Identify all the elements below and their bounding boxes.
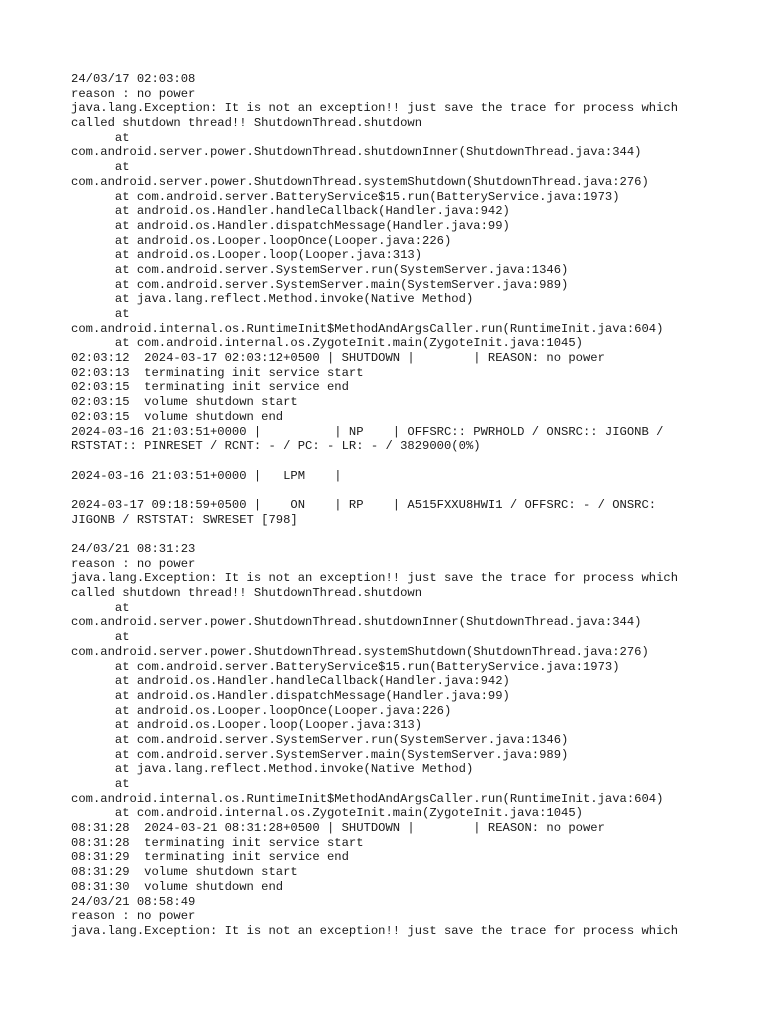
log-line: com.android.internal.os.RuntimeInit$MethodAndArgsCaller.run(RuntimeInit.java:604) bbox=[71, 321, 664, 336]
log-line: at bbox=[71, 130, 130, 145]
log-line: reason : no power bbox=[71, 556, 196, 571]
log-line: at bbox=[71, 777, 130, 791]
log-line: called shutdown thread!! ShutdownThread.shutdown bbox=[71, 116, 423, 131]
log-line: at android.os.Looper.loopOnce(Looper.java:226) bbox=[71, 233, 452, 248]
log-line: at com.android.server.BatteryService$15.run(BatteryService.java:1973) bbox=[71, 659, 620, 674]
log-line: at bbox=[71, 630, 130, 645]
log-line: 02:03:12 2024-03-17 02:03:12+0500 | SHUTDOWN | | REASON: no power bbox=[71, 351, 605, 366]
log-line: at bbox=[71, 160, 130, 175]
log-line bbox=[71, 454, 721, 469]
log-line: 08:31:30 volume shutdown end bbox=[71, 879, 284, 894]
log-line: com.android.server.power.ShutdownThread.shutdownInner(ShutdownThread.java:344) bbox=[71, 615, 642, 630]
log-line: 02:03:13 terminating init service start bbox=[71, 365, 364, 380]
log-line: 02:03:15 volume shutdown end bbox=[71, 409, 284, 424]
log-line: com.android.internal.os.RuntimeInit$MethodAndArgsCaller.run(RuntimeInit.java:604) bbox=[71, 791, 664, 806]
log-line: at com.android.internal.os.ZygoteInit.main(ZygoteInit.java:1045) bbox=[71, 336, 583, 351]
log-text-block bbox=[71, 72, 721, 939]
log-line: 24/03/21 08:31:23 bbox=[71, 542, 196, 556]
log-line: java.lang.Exception: It is not an exception!! just save the trace for process which bbox=[71, 923, 679, 938]
log-line: at com.android.server.SystemServer.run(SystemServer.java:1346) bbox=[71, 732, 569, 747]
log-line: RSTSTAT:: PINRESET / RCNT: - / PC: - LR: - / 3829000(0%) bbox=[71, 439, 481, 454]
log-line bbox=[71, 483, 721, 498]
log-line: 2024-03-16 21:03:51+0000 | | NP | OFFSRC:: PWRHOLD / ONSRC:: JIGONB / bbox=[71, 424, 664, 439]
log-line: JIGONB / RSTSTAT: SWRESET [798] bbox=[71, 512, 298, 527]
log-line: 02:03:15 volume shutdown start bbox=[71, 395, 298, 410]
log-line: at com.android.server.SystemServer.run(SystemServer.java:1346) bbox=[71, 262, 569, 277]
log-line: at android.os.Looper.loop(Looper.java:313) bbox=[71, 718, 423, 733]
log-line: at com.android.internal.os.ZygoteInit.main(ZygoteInit.java:1045) bbox=[71, 806, 583, 821]
log-line: reason : no power bbox=[71, 86, 196, 101]
log-line: 2024-03-17 09:18:59+0500 | ON | RP | A515FXXU8HWI1 / OFFSRC: - / ONSRC: bbox=[71, 497, 657, 512]
log-line bbox=[71, 527, 721, 542]
log-line: com.android.server.power.ShutdownThread.shutdownInner(ShutdownThread.java:344) bbox=[71, 145, 642, 160]
log-line: at android.os.Looper.loopOnce(Looper.java:226) bbox=[71, 703, 452, 718]
log-line: called shutdown thread!! ShutdownThread.shutdown bbox=[71, 586, 423, 601]
log-line: 2024-03-16 21:03:51+0000 | LPM | bbox=[71, 468, 342, 483]
log-line: at android.os.Looper.loop(Looper.java:313) bbox=[71, 248, 423, 263]
log-line: 08:31:29 terminating init service end bbox=[71, 850, 349, 865]
log-line: 08:31:28 2024-03-21 08:31:28+0500 | SHUTDOWN | | REASON: no power bbox=[71, 821, 605, 836]
log-line: at java.lang.reflect.Method.invoke(Native Method) bbox=[71, 762, 474, 777]
log-line: 08:31:29 volume shutdown start bbox=[71, 865, 298, 880]
log-line: at android.os.Handler.handleCallback(Handler.java:942) bbox=[71, 674, 510, 689]
log-line: reason : no power bbox=[71, 909, 196, 924]
log-line: com.android.server.power.ShutdownThread.systemShutdown(ShutdownThread.java:276) bbox=[71, 644, 649, 659]
log-line: at java.lang.reflect.Method.invoke(Native Method) bbox=[71, 292, 474, 307]
log-line: java.lang.Exception: It is not an exception!! just save the trace for process which bbox=[71, 101, 679, 116]
log-line: at com.android.server.SystemServer.main(SystemServer.java:989) bbox=[71, 747, 569, 762]
log-line: 02:03:15 terminating init service end bbox=[71, 380, 349, 395]
log-line: 24/03/21 08:58:49 bbox=[71, 894, 196, 909]
log-line: at bbox=[71, 600, 130, 615]
log-line: 08:31:28 terminating init service start bbox=[71, 835, 364, 850]
log-line: at android.os.Handler.dispatchMessage(Handler.java:99) bbox=[71, 688, 510, 703]
log-line: com.android.server.power.ShutdownThread.systemShutdown(ShutdownThread.java:276) bbox=[71, 174, 649, 189]
log-line: java.lang.Exception: It is not an exception!! just save the trace for process which bbox=[71, 571, 679, 586]
log-line: at com.android.server.SystemServer.main(SystemServer.java:989) bbox=[71, 277, 569, 292]
log-line: at android.os.Handler.handleCallback(Handler.java:942) bbox=[71, 204, 510, 219]
log-line: at bbox=[71, 307, 130, 321]
log-line: at android.os.Handler.dispatchMessage(Handler.java:99) bbox=[71, 218, 510, 233]
log-line: 24/03/17 02:03:08 bbox=[71, 72, 196, 86]
log-line: at com.android.server.BatteryService$15.run(BatteryService.java:1973) bbox=[71, 189, 620, 204]
